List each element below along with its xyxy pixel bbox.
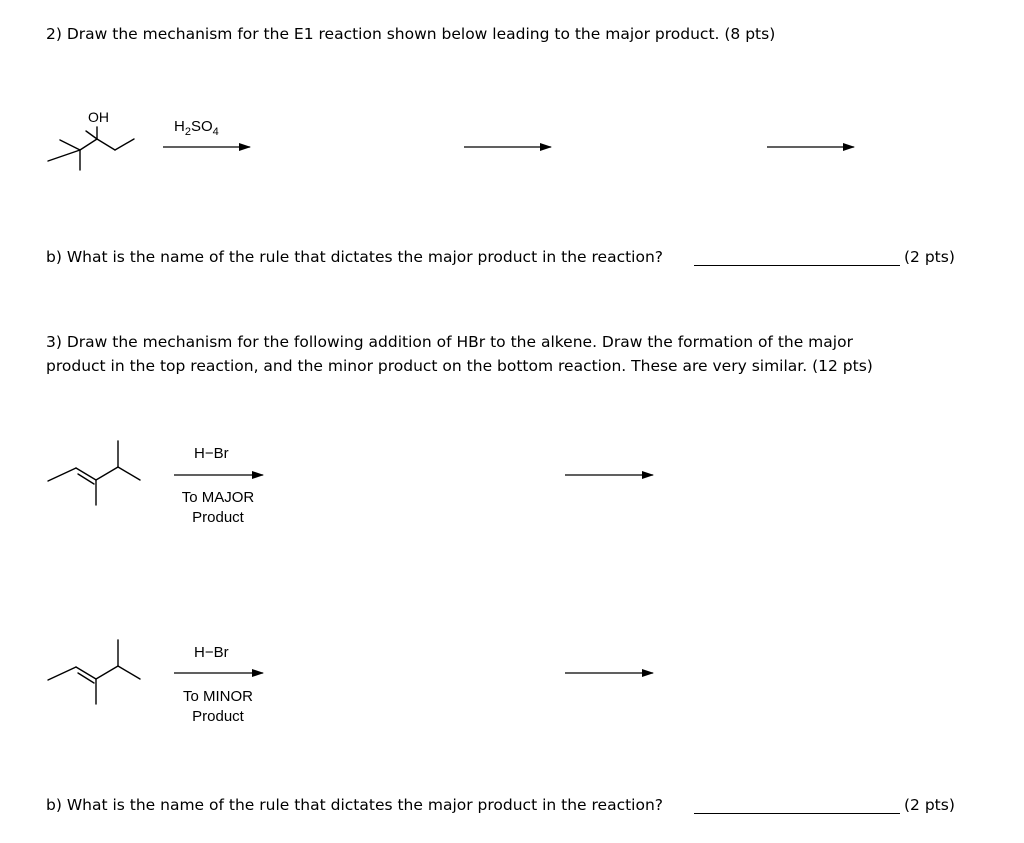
h2so4-h: H (174, 118, 185, 135)
q2-reactant-oh-label: OH (88, 109, 109, 125)
q3-part-b-points: (2 pts) (904, 796, 955, 814)
q3-bottom-reagent-hbr: H−Br (194, 644, 229, 661)
q3-bottom-label-line2: Product (192, 708, 244, 725)
q2-reactant-structure (48, 127, 134, 170)
q2-heading: 2) Draw the mechanism for the E1 reaction shown below leading to the major product. (8 pts) (46, 25, 776, 43)
q3-heading-line1: 3) Draw the mechanism for the following addition of HBr to the alkene. Draw the formation of the major (46, 333, 853, 351)
q3-top-label-line2: Product (192, 509, 244, 526)
q2-part-b-points: (2 pts) (904, 248, 955, 266)
q2-part-b-question: b) What is the name of the rule that dictates the major product in the reaction? (46, 248, 664, 266)
q3-bottom-label-line1: To MINOR (182, 688, 253, 705)
q3-top-reagent-hbr: H−Br (194, 445, 229, 462)
h2so4-sub-2: 2 (184, 126, 191, 138)
q3-top-alkene-structure (48, 441, 140, 505)
h2so4-sub-4: 4 (212, 126, 219, 138)
q3-top-label-line1: To MAJOR (181, 489, 255, 506)
h2so4-so: SO (190, 118, 213, 135)
q3-heading-line2: product in the top reaction, and the minor product on the bottom reaction. These are very similar. (12 pts) (46, 357, 873, 375)
q3-part-b-question: b) What is the name of the rule that dictates the major product in the reaction? (46, 796, 664, 814)
q3-bottom-alkene-structure (48, 640, 140, 704)
